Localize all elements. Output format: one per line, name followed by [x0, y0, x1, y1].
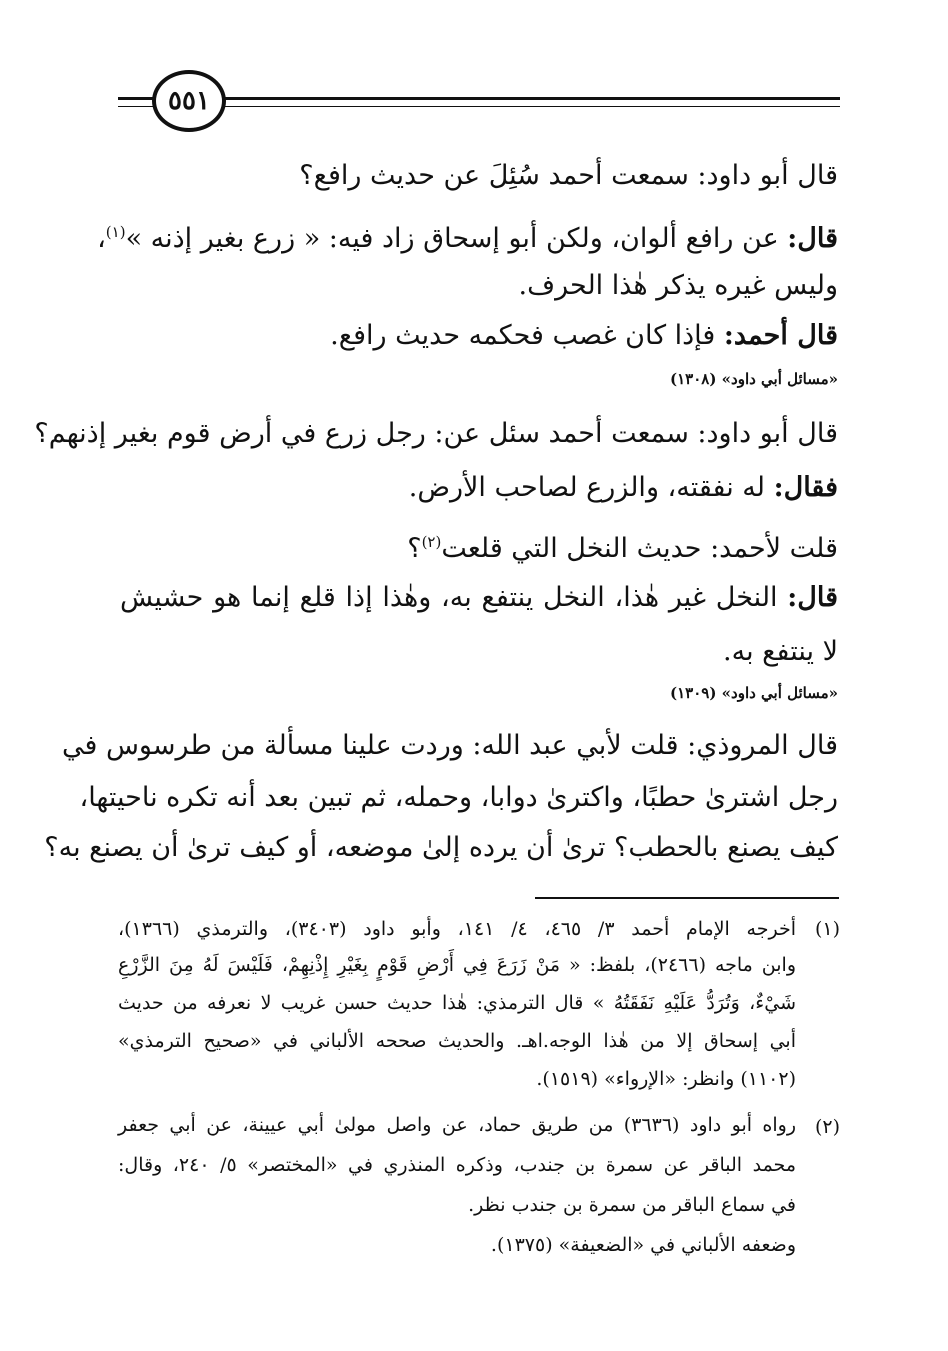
- footnote-number: (٢): [814, 1116, 840, 1138]
- body-line: قلت لأحمد: حديث النخل التي قلعت$^{(٢)}$؟: [407, 533, 838, 564]
- body-line: رجل اشترىٰ حطبًا، واكترىٰ دوابا، وحمله، ثم تبين بعد أنه تكره ناحيتها،: [79, 782, 838, 813]
- footnote-line: في سماع الباقر من سمرة بن جندب نظر.: [468, 1194, 796, 1216]
- footnote-line: شَيْءٌ، وَتُرَدُّ عَلَيْهِ نَفَقَتُهُ » قال الترمذي: هٰذا حديث حسن غريب لا نعرفه من حديث: [118, 992, 796, 1014]
- body-line: قال أبو داود: سمعت أحمد سئل عن: رجل زرع في أرض قوم بغير إذنهم؟: [34, 418, 838, 449]
- footnote-separator: [535, 897, 839, 899]
- body-line: قال أحمد: فإذا كان غصب فحكمه حديث رافع.: [330, 320, 838, 351]
- footnote-number: (١): [814, 918, 840, 940]
- speaker-label: قال أحمد:: [723, 320, 838, 351]
- footnote-ref: (١): [105, 223, 126, 241]
- body-line: قال المروذي: قلت لأبي عبد الله: وردت علينا مسألة من طرسوس في: [61, 730, 838, 761]
- footnote-line: أبي إسحاق إلا من هٰذا الوجه.اهـ. والحديث صححه الألباني في «صحيح الترمذي»: [118, 1030, 796, 1052]
- footnote-line: أخرجه الإمام أحمد ٣/ ٤٦٥، ٤/ ١٤١، وأبو داود (٣٤٠٣)، والترمذي (١٣٦٦)،: [118, 918, 796, 940]
- footnote-line: وضعفه الألباني في «الضعيفة» (١٣٧٥).: [490, 1234, 796, 1256]
- footnote-line: رواه أبو داود (٣٦٣٦) من طريق حماد، عن واصل مولىٰ أبي عيينة، عن أبي جعفر: [118, 1114, 797, 1136]
- header-rule-right: [222, 97, 840, 100]
- footnote-line: وابن ماجه (٢٤٦٦)، بلفظ: « مَنْ زَرَعَ فِي أَرْضِ قَوْمٍ بِغَيْرِ إِذْنِهِمْ، فَلَيْسَ لَهُ مِنَ الزَّرْعِ: [118, 954, 796, 976]
- body-line: قال: عن رافع ألوان، ولكن أبو إسحاق زاد فيه: « زرع بغير إذنه »$^{(١)}$،: [97, 223, 838, 254]
- body-line: وليس غيره يذكر هٰذا الحرف.: [518, 270, 838, 301]
- page-number: ٥٥١: [152, 70, 226, 132]
- footnote-line: (١١٠٢) وانظر: «الإرواء» (١٥١٩).: [536, 1068, 796, 1090]
- body-line: قال أبو داود: سمعت أحمد سُئِلَ عن حديث رافع؟: [299, 160, 838, 191]
- speaker-label: قال:: [787, 582, 838, 613]
- body-line: فقال: له نفقته، والزرع لصاحب الأرض.: [408, 472, 838, 503]
- body-line: كيف يصنع بالحطب؟ ترىٰ أن يرده إلىٰ موضعه، أو كيف ترىٰ أن يصنع به؟: [44, 832, 838, 863]
- source-citation: «مسائل أبي داود» (١٣٠٨): [670, 370, 838, 388]
- header-rule-right-thin: [222, 106, 840, 107]
- footnote-line: محمد الباقر عن سمرة بن جندب، وذكره المنذري في «المختصر» ٥/ ٢٤٠، وقال:: [118, 1154, 796, 1176]
- body-line: قال: النخل غير هٰذا، النخل ينتفع به، وهٰذا إذا قلع إنما هو حشيش: [120, 582, 838, 613]
- body-line: لا ينتفع به.: [723, 636, 838, 667]
- speaker-label: فقال:: [773, 472, 838, 503]
- speaker-label: قال:: [787, 223, 838, 254]
- footnote-ref: (٢): [421, 533, 442, 551]
- source-citation: «مسائل أبي داود» (١٣٠٩): [670, 684, 838, 702]
